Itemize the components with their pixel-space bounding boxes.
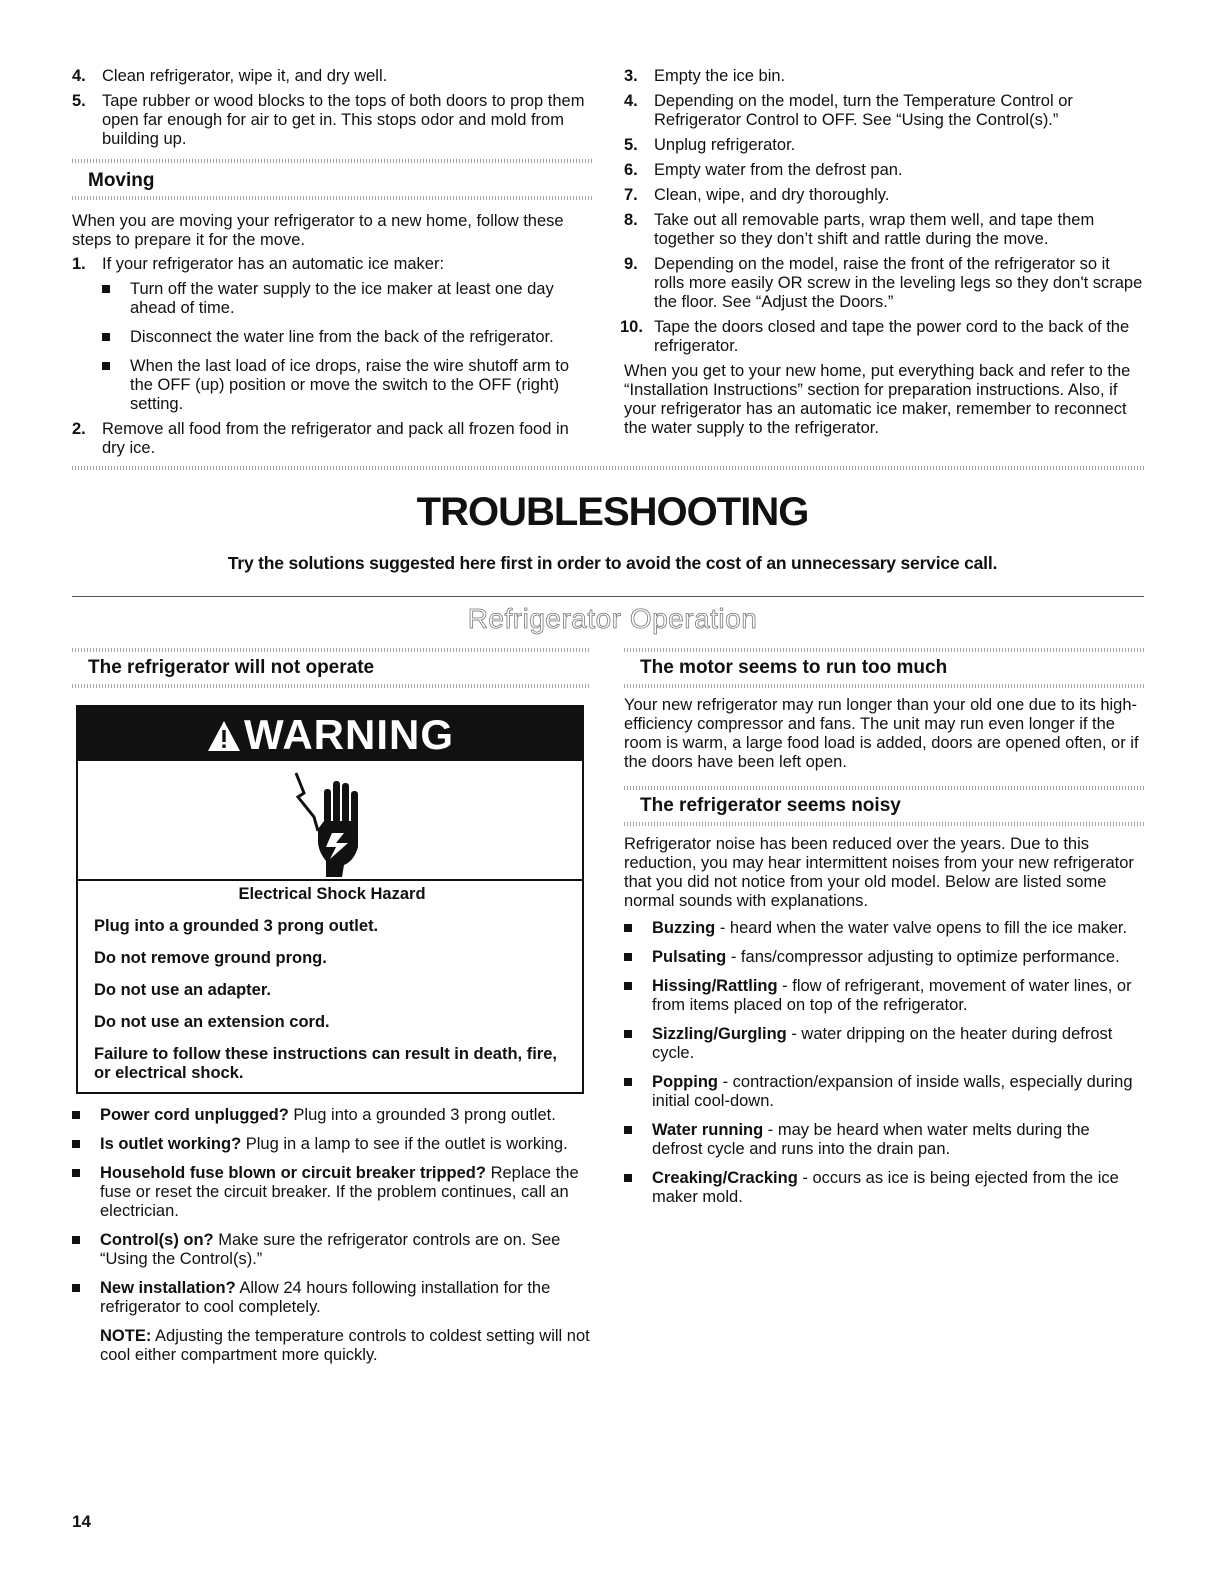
top-left-column (72, 67, 592, 464)
bullet-item: Household fuse blown or circuit breaker tripped? Replace the fuse or reset the circuit breaker. If the problem continues, call an electrician. (72, 1164, 592, 1221)
moving-heading: Moving (88, 170, 155, 191)
warning-triangle-icon (206, 711, 242, 767)
divider (72, 648, 590, 652)
list-item: 5. Tape rubber or wood blocks to the tops of both doors to prop them open far enough for air to get in. This stops odor and mold from building up. (72, 92, 585, 148)
bullet-icon (102, 285, 110, 293)
list-item: 9. Depending on the model, raise the front of the refrigerator so it rolls more easily OR screw in the leveling legs so they don't scrape the floor. See “Adjust the Doors.” (624, 255, 1143, 311)
bullet-icon (624, 982, 632, 990)
list-item: 4. Depending on the model, turn the Temperature Control or Refrigerator Control to OFF. See “Using the Control(s).” (624, 92, 1073, 129)
list-item: 5. Unplug refrigerator. (624, 136, 796, 154)
motor-heading: The motor seems to run too much (640, 657, 948, 678)
divider (72, 159, 592, 163)
bullet-item: Power cord unplugged? Plug into a grounded 3 prong outlet. (72, 1106, 592, 1125)
bullet-icon (624, 924, 632, 932)
warning-box (76, 705, 584, 1094)
noisy-heading: The refrigerator seems noisy (640, 795, 901, 816)
bullet-item: Disconnect the water line from the back of the refrigerator. (102, 328, 592, 347)
list-item: 8. Take out all removable parts, wrap them well, and tape them together so they don’t shift and rattle during the move. (624, 211, 1095, 248)
bullet-item: New installation? Allow 24 hours following installation for the refrigerator to cool completely. (72, 1279, 592, 1317)
divider (624, 684, 1144, 688)
page-title: TROUBLESHOOTING (416, 490, 809, 534)
list-item: 4. Clean refrigerator, wipe it, and dry well. (72, 67, 388, 85)
bullet-item: Pulsating - fans/compressor adjusting to optimize performance. (624, 948, 1144, 967)
bullet-item: Popping - contraction/expansion of inside walls, especially during initial cool-down. (624, 1073, 1144, 1111)
bullet-icon (624, 953, 632, 961)
moving-intro: When you are moving your refrigerator to a new home, follow these steps to prepare it for the move. (72, 212, 564, 249)
divider (624, 648, 1144, 652)
section-title: Refrigerator Operation (467, 603, 758, 634)
divider (72, 684, 590, 688)
bullet-item: Creaking/Cracking - occurs as ice is being ejected from the ice maker mold. (624, 1169, 1144, 1207)
bullet-item: Sizzling/Gurgling - water dripping on the heater during defrost cycle. (624, 1025, 1144, 1063)
divider (72, 466, 1144, 470)
list-item: 10. Tape the doors closed and tape the power cord to the back of the refrigerator. (620, 318, 1130, 355)
note: NOTE: Adjusting the temperature controls to coldest setting will not cool either compartment more quickly. (100, 1327, 590, 1364)
bullet-item: Buzzing - heard when the water valve opens to fill the ice maker. (624, 919, 1144, 938)
bullet-icon (624, 1174, 632, 1182)
bullet-item: Turn off the water supply to the ice maker at least one day ahead of time. (102, 280, 592, 318)
list-item: 2. Remove all food from the refrigerator and pack all frozen food in dry ice. (72, 420, 569, 457)
bullet-icon (72, 1236, 80, 1244)
bullet-icon (102, 362, 110, 370)
divider (624, 786, 1144, 790)
bullet-icon (624, 1126, 632, 1134)
bullet-icon (72, 1284, 80, 1292)
divider (72, 196, 592, 200)
page-subtitle: Try the solutions suggested here first in order to avoid the cost of an unnecessary service call. (227, 553, 998, 573)
warning-text: Electrical Shock Hazard Plug into a grounded 3 prong outlet. Do not remove ground prong. Do not use an adapter. Do not use an extension cord. Failure to follow these instructions can result in death, fire, or electrical shock. (94, 885, 570, 1083)
bullet-item: When the last load of ice drops, raise the wire shutoff arm to the OFF (up) position or move the switch to the OFF (right) setting. (102, 357, 592, 414)
noisy-section (624, 835, 1144, 1217)
bullet-item: Control(s) on? Make sure the refrigerator controls are on. See “Using the Control(s).” (72, 1231, 592, 1269)
bullet-icon (72, 1111, 80, 1119)
hazard-label: Electrical Shock Hazard (238, 885, 426, 903)
motor-text: Your new refrigerator may run longer than your old one due to its high-efficiency compressor and fans. The unit may run even longer if the room is warm, a large food load is added, doors are opened often, or if the doors have been left open. (624, 696, 1139, 771)
bullet-item: Is outlet working? Plug in a lamp to see if the outlet is working. (72, 1135, 592, 1154)
list-item: 1. If your refrigerator has an automatic ice maker: (72, 255, 445, 273)
list-item: 3. Empty the ice bin. (624, 67, 786, 85)
not-operate-list (72, 1106, 592, 1365)
bullet-icon (624, 1078, 632, 1086)
closing-text: When you get to your new home, put everything back and refer to the “Installation Instructions” section for preparation instructions. Also, if your refrigerator has an automatic ice maker, remember to reconnect the water supply to the refrigerator. (624, 362, 1131, 437)
bullet-item: Water running - may be heard when water melts during the defrost cycle and runs into the drain pan. (624, 1121, 1144, 1159)
not-operate-heading: The refrigerator will not operate (88, 657, 375, 678)
warning-header: WARNING (78, 707, 582, 761)
bullet-icon (624, 1030, 632, 1038)
bullet-icon (102, 333, 110, 341)
bullet-item: Hissing/Rattling - flow of refrigerant, movement of water lines, or from items placed on top of the refrigerator. (624, 977, 1144, 1015)
divider (72, 596, 1144, 597)
electric-shock-hand-icon (292, 769, 372, 879)
list-item: 7. Clean, wipe, and dry thoroughly. (624, 186, 890, 204)
top-right-column (620, 67, 1144, 438)
bullet-icon (72, 1140, 80, 1148)
bullet-icon (72, 1169, 80, 1177)
page-number: 14 (72, 1512, 91, 1531)
shock-icon-area (78, 761, 582, 881)
divider (624, 822, 1144, 826)
list-item: 6. Empty water from the defrost pan. (624, 161, 903, 179)
noisy-text: Refrigerator noise has been reduced over the years. Due to this reduction, you may hear intermittent noises from your new refrigerator that you did not notice from your old model. Below are listed some normal sounds with explanations. (624, 835, 1134, 910)
